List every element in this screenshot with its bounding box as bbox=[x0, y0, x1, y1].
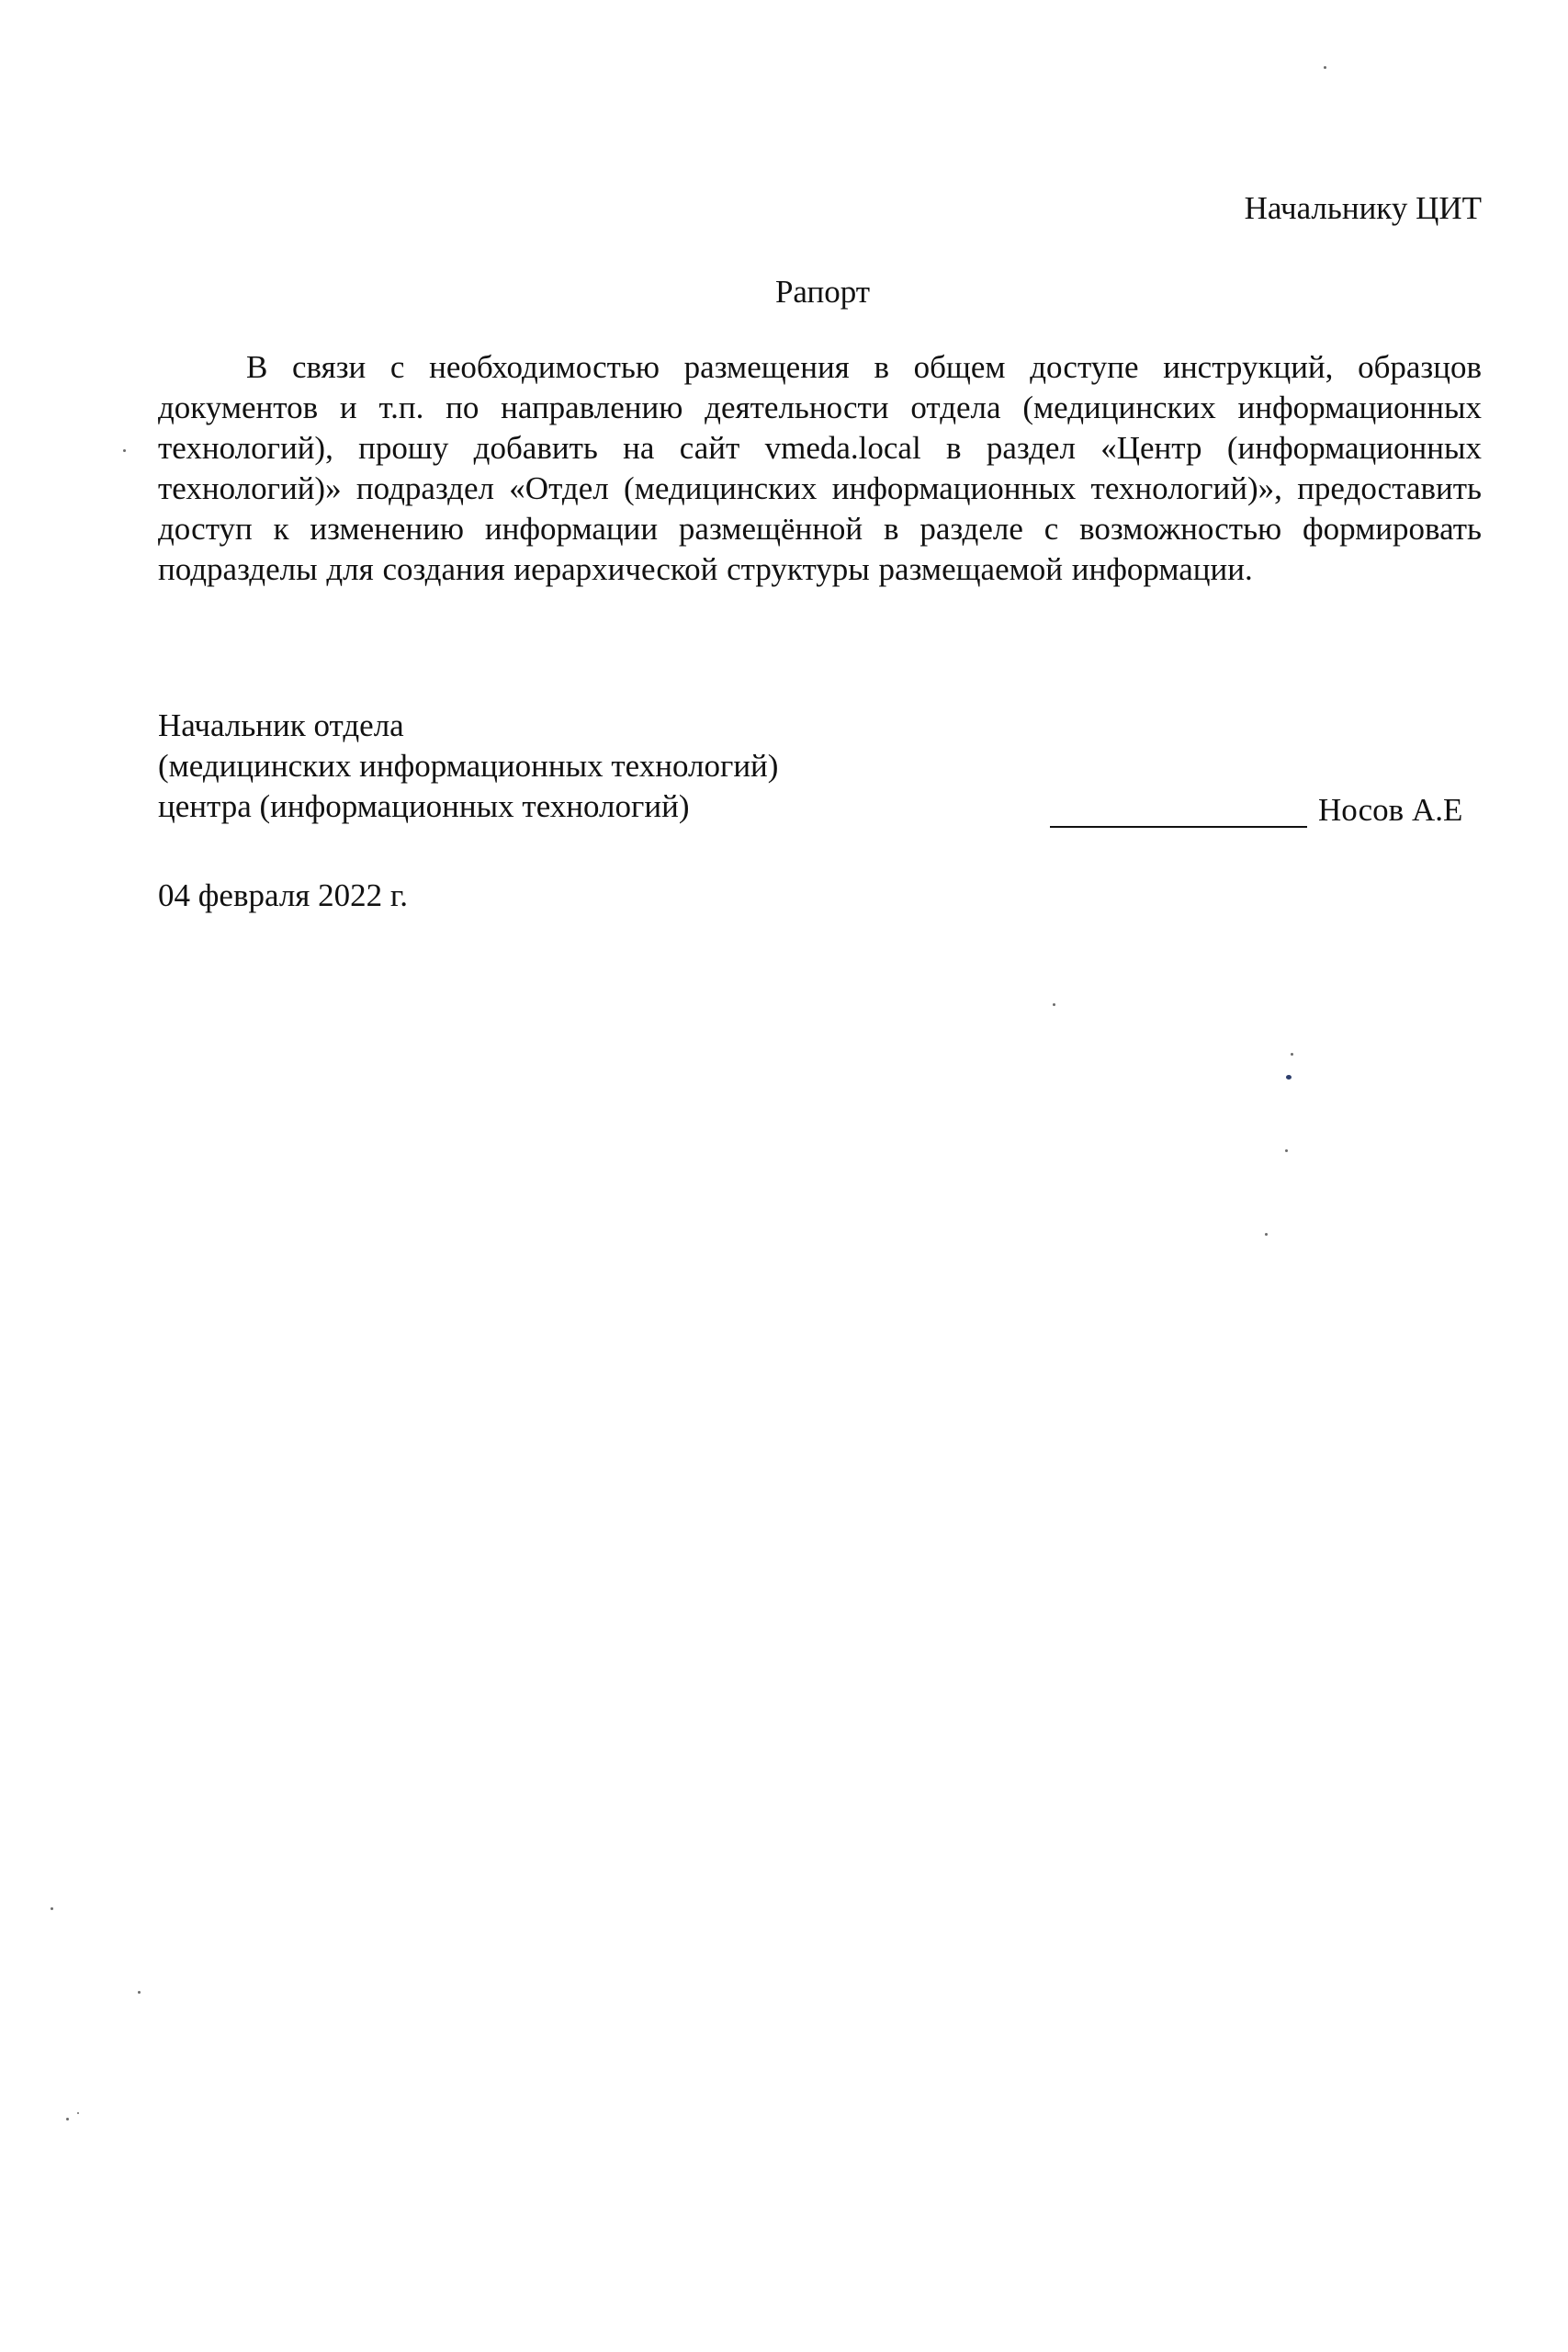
document-title: Рапорт bbox=[774, 274, 871, 310]
scan-speck bbox=[51, 1907, 53, 1910]
scan-speck bbox=[1053, 1003, 1055, 1006]
scan-speck bbox=[123, 449, 126, 452]
addressee: Начальнику ЦИТ bbox=[1244, 190, 1482, 226]
scan-speck bbox=[1324, 66, 1326, 69]
scan-speck bbox=[1285, 1149, 1288, 1152]
scan-speck bbox=[138, 1991, 141, 1994]
signature-position bbox=[158, 706, 778, 827]
signer-name: Носов А.Е bbox=[1318, 792, 1463, 828]
scan-speck bbox=[1286, 1075, 1292, 1080]
position-line-1: Начальник отдела bbox=[158, 707, 404, 743]
scan-speck bbox=[66, 2118, 69, 2120]
signature-line bbox=[1050, 826, 1307, 828]
position-line-3: центра (информационных технологий) bbox=[158, 788, 690, 824]
scan-speck bbox=[1291, 1053, 1293, 1056]
document-date: 04 февраля 2022 г. bbox=[158, 877, 409, 913]
position-line-2: (медицинских информационных технологий) bbox=[158, 748, 779, 784]
scan-speck bbox=[1265, 1233, 1268, 1236]
body-paragraph: В связи с необходимостью размещения в общем доступе инструкций, образцов документов и т.п. по направлению деятельности отдела (медицинских информационных технологий), прошу добавить на сайт vmeda.local в раздел «Центр (информационных технологий)» подраздел «Отдел (медицинских информационных технологий)», предоставить доступ к изменению информации размещённой в разделе с возможностью формировать подразделы для создания иерархической структуры размещаемой информации. bbox=[158, 349, 1482, 587]
scan-speck bbox=[77, 2112, 79, 2114]
